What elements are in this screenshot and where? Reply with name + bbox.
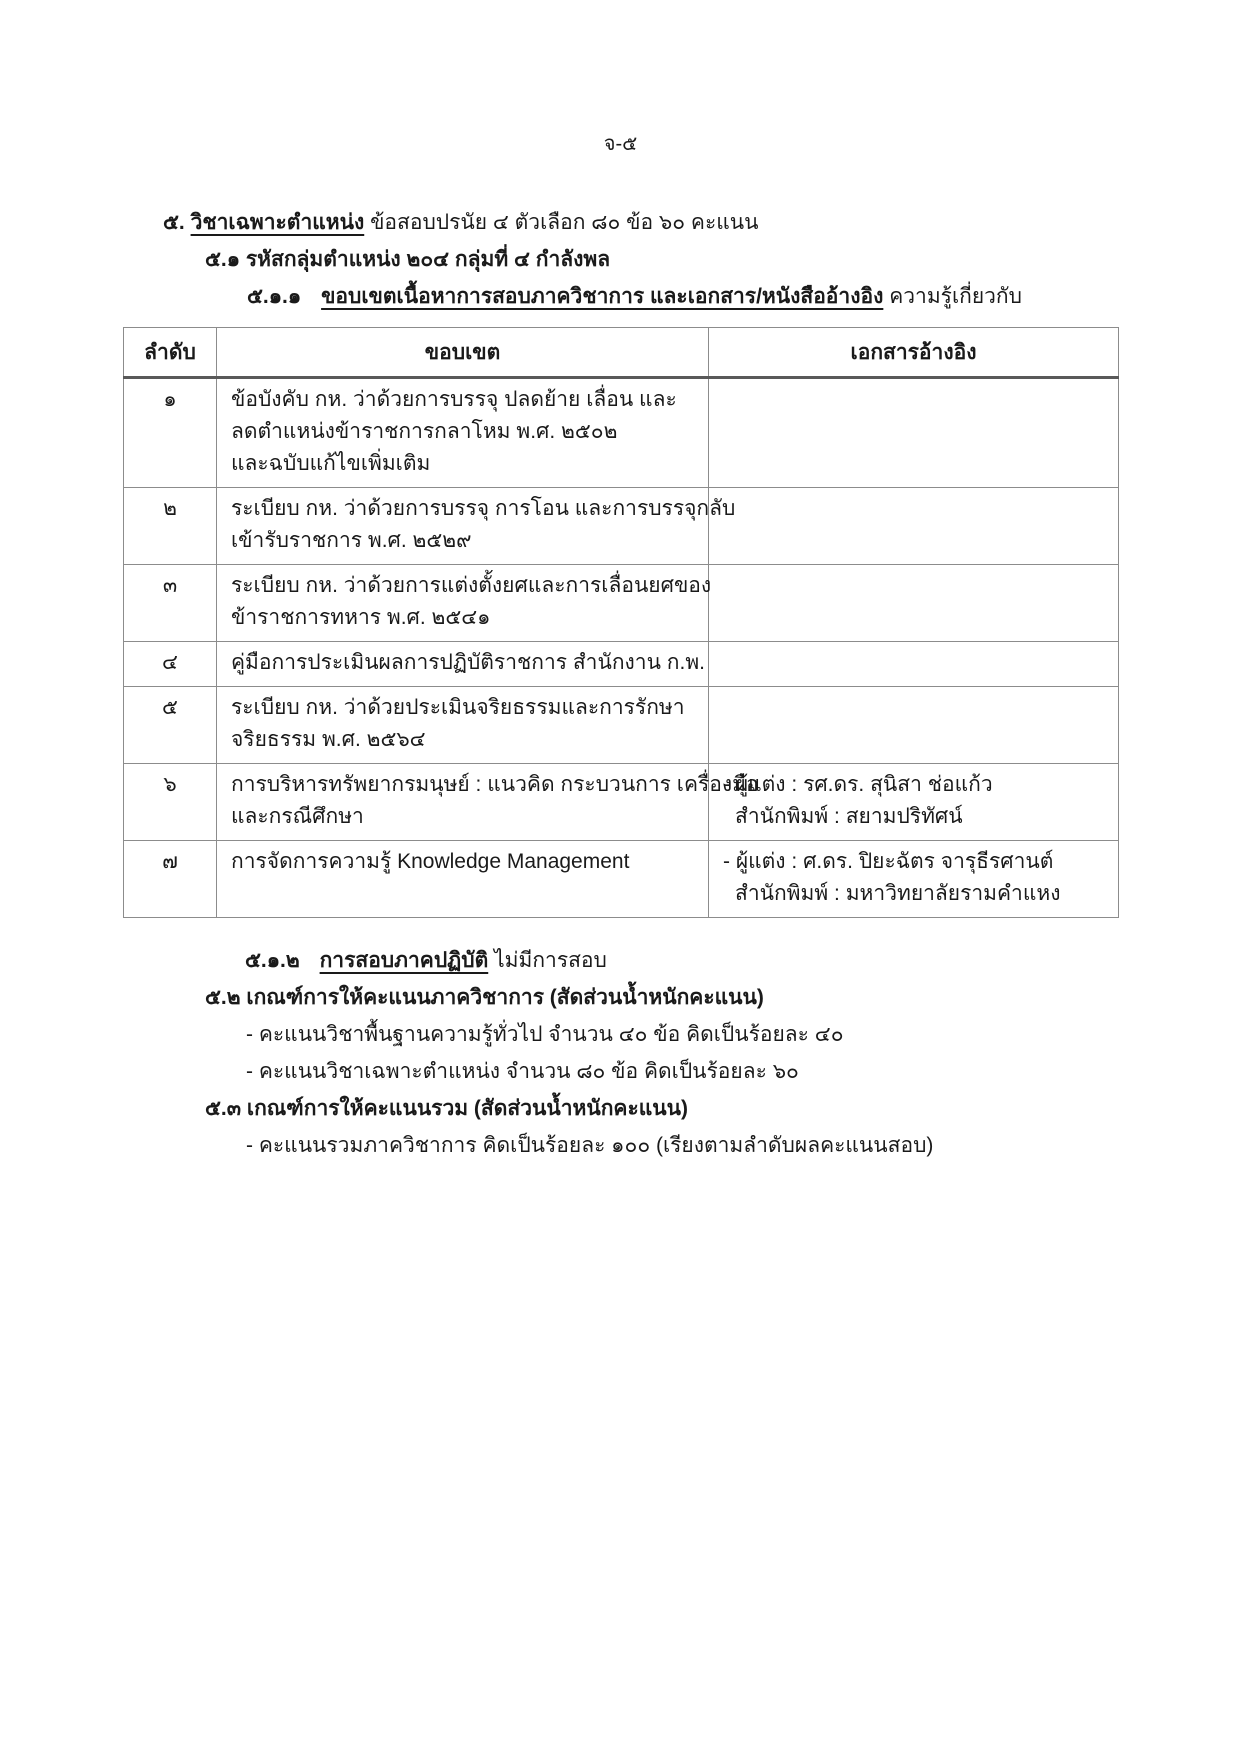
section-5-1-1-number: ๕.๑.๑ bbox=[247, 285, 302, 308]
score-item: - คะแนนรวมภาควิชาการ คิดเป็นร้อยละ ๑๐๐ (เรียงตามลำดับผลคะแนนสอบ) bbox=[246, 1134, 934, 1157]
row-number-cell: ๑ bbox=[124, 378, 217, 488]
scope-line: ข้าราชการทหาร พ.ศ. ๒๕๔๑ bbox=[231, 606, 491, 629]
score-item: - คะแนนวิชาพื้นฐานความรู้ทั่วไป จำนวน ๔๐ ข้อ คิดเป็นร้อยละ ๔๐ bbox=[246, 1023, 844, 1046]
reference-cell bbox=[709, 687, 1119, 764]
table-row bbox=[124, 378, 1119, 488]
exam-scope-table bbox=[123, 327, 1119, 918]
table-row bbox=[124, 565, 1119, 642]
section-5-1-heading: ๕.๑ รหัสกลุ่มตำแหน่ง ๒๐๔ กลุ่มที่ ๔ กำลังพล bbox=[205, 248, 611, 271]
scope-line: จริยธรรม พ.ศ. ๒๕๖๔ bbox=[231, 728, 426, 751]
row-number-cell: ๓ bbox=[124, 565, 217, 642]
section-5-1-2-description: ไม่มีการสอบ bbox=[494, 949, 607, 972]
scope-line: ระเบียบ กห. ว่าด้วยประเมินจริยธรรมและการรักษา bbox=[231, 696, 685, 719]
row-number-cell: ๒ bbox=[124, 488, 217, 565]
scope-cell bbox=[217, 687, 709, 764]
scope-line: ระเบียบ กห. ว่าด้วยการแต่งตั้งยศและการเลื่อนยศของ bbox=[231, 574, 712, 597]
row-number-cell: ๔ bbox=[124, 642, 217, 687]
scope-cell bbox=[217, 764, 759, 841]
scope-line: และฉบับแก้ไขเพิ่มเติม bbox=[231, 452, 431, 475]
scope-line: เข้ารับราชการ พ.ศ. ๒๕๒๙ bbox=[231, 529, 472, 552]
section-5-1-2-title: การสอบภาคปฏิบัติ bbox=[319, 949, 489, 972]
section-5-3-heading: ๕.๓ เกณฑ์การให้คะแนนรวม (สัดส่วนน้ำหนักคะแนน) bbox=[205, 1097, 688, 1120]
scope-line: การจัดการความรู้ Knowledge Management bbox=[231, 850, 630, 873]
row-number-cell: ๖ bbox=[124, 764, 217, 841]
table-header-row bbox=[124, 328, 1119, 378]
table-row bbox=[124, 841, 1119, 918]
scope-line: ระเบียบ กห. ว่าด้วยการบรรจุ การโอน และการบรรจุกลับ bbox=[231, 497, 736, 520]
scope-cell bbox=[217, 642, 709, 687]
table-row bbox=[124, 764, 1119, 841]
table-row bbox=[124, 642, 1119, 687]
section-5-1-1-title: ขอบเขตเนื้อหาการสอบภาควิชาการ และเอกสาร/หนังสืออ้างอิง bbox=[321, 285, 884, 308]
section-5-description: ข้อสอบปรนัย ๔ ตัวเลือก ๘๐ ข้อ ๖๐ คะแนน bbox=[370, 211, 759, 234]
scope-line: การบริหารทรัพยากรมนุษย์ : แนวคิด กระบวนการ เครื่องมือ bbox=[231, 773, 759, 796]
scope-line: ข้อบังคับ กห. ว่าด้วยการบรรจุ ปลดย้าย เลื่อน และ bbox=[231, 388, 677, 411]
scope-cell bbox=[217, 488, 736, 565]
reference-cell bbox=[709, 378, 1119, 488]
table-row bbox=[124, 687, 1119, 764]
reference-cell bbox=[709, 642, 1119, 687]
table-header-reference: เอกสารอ้างอิง bbox=[709, 328, 1119, 378]
score-item: - คะแนนวิชาเฉพาะตำแหน่ง จำนวน ๘๐ ข้อ คิดเป็นร้อยละ ๖๐ bbox=[246, 1060, 799, 1083]
scope-line: และกรณีศึกษา bbox=[231, 805, 364, 828]
row-number-cell: ๕ bbox=[124, 687, 217, 764]
section-5-1-2-heading bbox=[245, 942, 1118, 979]
reference-line: - ผู้แต่ง : ศ.ดร. ปิยะฉัตร จารุธีรศานต์ bbox=[723, 850, 1054, 873]
scope-cell bbox=[217, 378, 709, 488]
section-5-1-2-number: ๕.๑.๒ bbox=[245, 949, 300, 972]
reference-line: - ผู้แต่ง : รศ.ดร. สุนิสา ช่อแก้ว bbox=[723, 773, 993, 796]
reference-line: สำนักพิมพ์ : สยามปริทัศน์ bbox=[735, 805, 963, 828]
scope-line: ลดตำแหน่งข้าราชการกลาโหม พ.ศ. ๒๕๐๒ bbox=[231, 420, 618, 443]
scope-cell bbox=[217, 841, 709, 918]
section-5-1-1-description: ความรู้เกี่ยวกับ bbox=[889, 285, 1022, 308]
reference-line: สำนักพิมพ์ : มหาวิทยาลัยรามคำแหง bbox=[735, 882, 1061, 905]
reference-cell bbox=[709, 841, 1119, 918]
reference-cell bbox=[709, 488, 1119, 565]
page-number: จ-๕ bbox=[603, 133, 638, 155]
section-5-number: ๕. bbox=[163, 211, 185, 234]
row-number-cell: ๗ bbox=[124, 841, 217, 918]
section-5-heading bbox=[163, 204, 1118, 241]
scope-line: คู่มือการประเมินผลการปฏิบัติราชการ สำนักงาน ก.พ. bbox=[231, 651, 705, 674]
scope-cell bbox=[217, 565, 712, 642]
section-5-title: วิชาเฉพาะตำแหน่ง bbox=[190, 211, 365, 234]
table-row bbox=[124, 488, 1119, 565]
reference-cell bbox=[709, 764, 1119, 841]
reference-cell bbox=[709, 565, 1119, 642]
table-header-scope: ขอบเขต bbox=[217, 328, 709, 378]
section-5-1-1-heading bbox=[247, 278, 1118, 315]
table-header-no: ลำดับ bbox=[124, 328, 217, 378]
section-5-2-heading: ๕.๒ เกณฑ์การให้คะแนนภาควิชาการ (สัดส่วนน้ำหนักคะแนน) bbox=[205, 986, 764, 1009]
